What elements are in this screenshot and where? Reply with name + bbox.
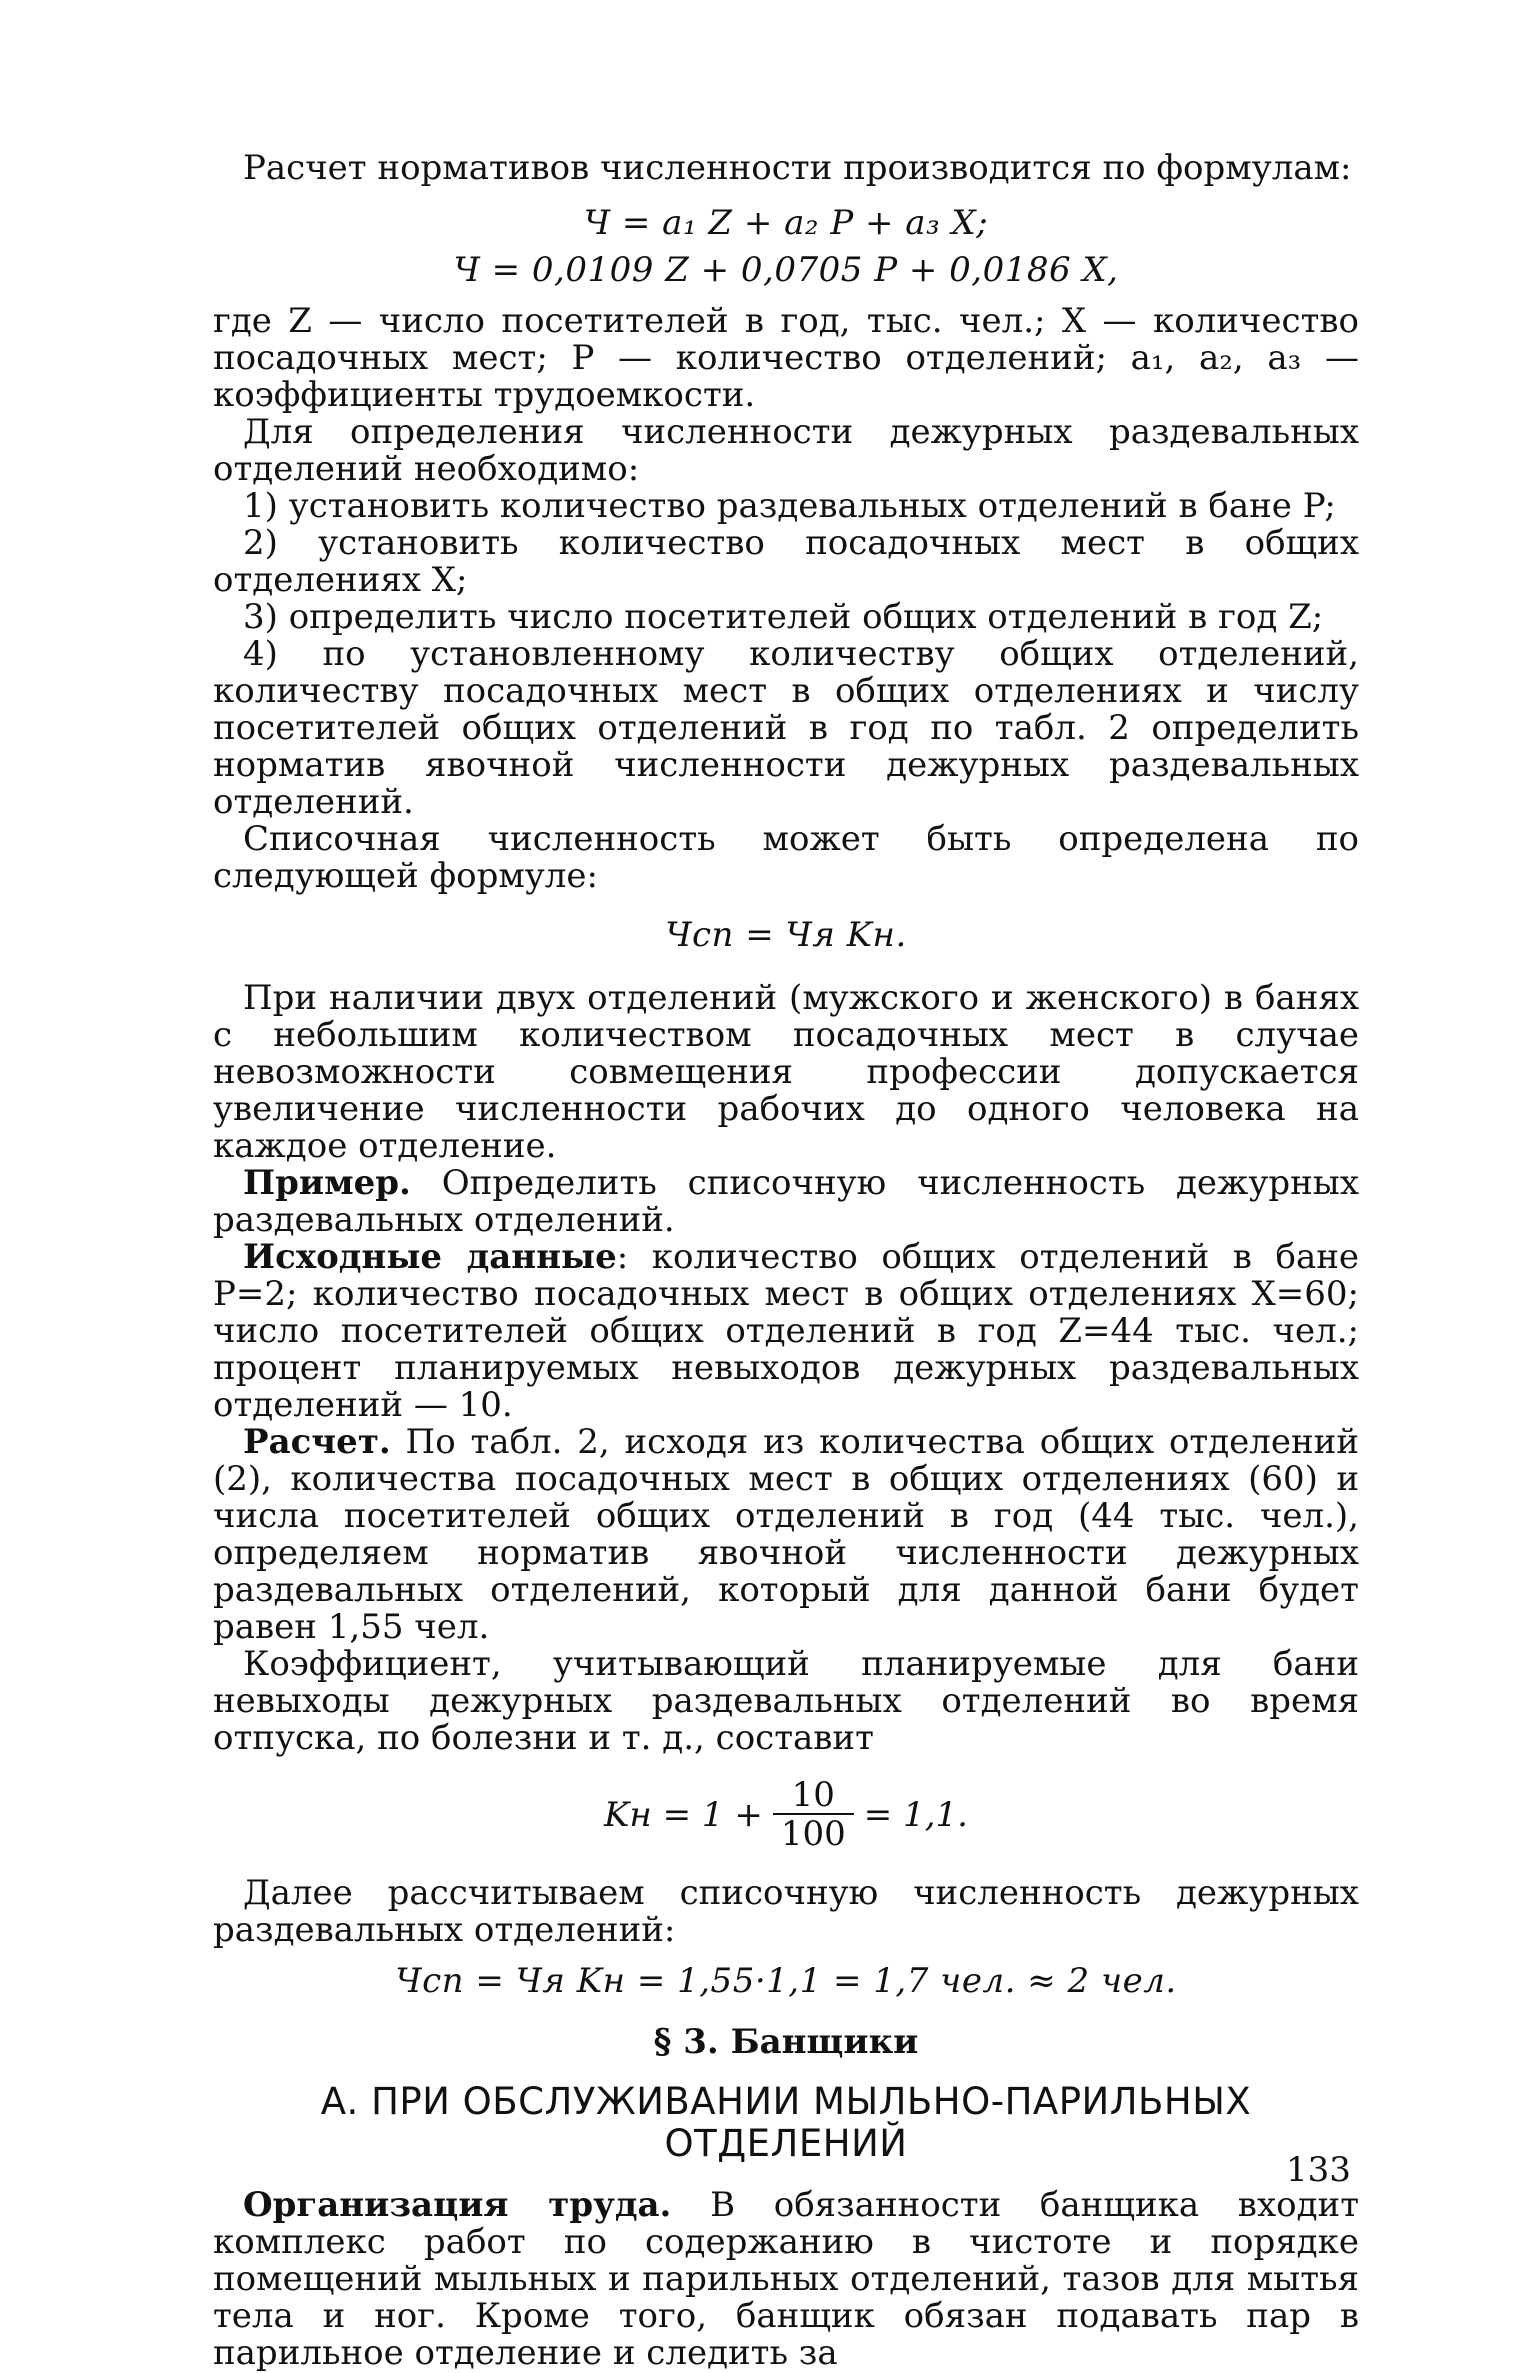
section-title: § 3. Банщики — [653, 2022, 919, 2062]
where-paragraph: где Z — число посетителей в год, тыс. чел.; X — количество посадочных мест; P — количество отделений; a₁, a₂, a₃ — коэффициенты трудоемкости. — [213, 301, 1359, 415]
calc-label: Расчет. — [243, 1422, 391, 1462]
organization-paragraph — [213, 2187, 1359, 2372]
two-departments-paragraph: При наличии двух отделений (мужского и женского) в банях с небольшим количеством посадочных мест в случае невозможности совмещения профессии допускается увеличение численности рабочих до одного человека на каждое отделение. — [213, 978, 1359, 1166]
organization-label: Организация труда. — [243, 2185, 672, 2225]
calc-paragraph — [213, 1424, 1359, 1646]
formula-general: Ч = a₁ Z + a₂ P + a₃ X; — [583, 203, 989, 243]
need-paragraph: Для определения численности дежурных раздевальных отделений необходимо: — [213, 412, 1359, 489]
calc-text: По табл. 2, исходя из количества общих отделений (2), количества посадочных мест в общих отделениях (60) и числа посетителей общих отделений в год (44 тыс. чел.), определяем норматив явочной численности дежурных раздевальных отделений, который для данной бани будет равен 1,55 чел. — [213, 1422, 1359, 1647]
subsection-heading: А. ПРИ ОБСЛУЖИВАНИИ МЫЛЬНО-ПАРИЛЬНЫХ ОТДЕЛЕНИЙ — [320, 2080, 1252, 2165]
step-4: 4) по установленному количеству общих отделений, количеству посадочных мест в общих отделениях и числу посетителей общих отделений в год по табл. 2 определить норматив явочной численности дежурных раздевальных отделений. — [213, 634, 1359, 822]
step-3: 3) определить число посетителей общих отделений в год Z; — [243, 597, 1324, 637]
step-1: 1) установить количество раздевальных отделений в бане P; — [243, 486, 1336, 526]
kn-left: Kн = 1 + — [604, 1794, 763, 1835]
kn-numerator: 10 — [791, 1775, 835, 1815]
input-text: : количество общих отделений в бане P=2; количество посадочных мест в общих отделениях X=60; число посетителей общих отделений в год Z=44 тыс. чел.; процент планируемых невыходов дежурных раздевальных отделений — 10. — [213, 1237, 1359, 1425]
kn-right: = 1,1. — [863, 1794, 968, 1835]
intro-paragraph: Расчет нормативов численности производится по формулам: — [243, 148, 1352, 188]
formula-list-count: Чсп = Чя Kн. — [665, 915, 907, 955]
list-formula-paragraph: Списочная численность может быть определена по следующей формуле: — [213, 819, 1359, 896]
example-label: Пример. — [243, 1163, 411, 1203]
page-number: 133 — [1286, 2150, 1351, 2190]
further-paragraph: Далее рассчитываем списочную численность дежурных раздевальных отделений: — [213, 1873, 1359, 1950]
kn-denominator: 100 — [773, 1813, 854, 1853]
organization-text: В обязанности банщика входит комплекс работ по содержанию в чистоте и порядке помещений мыльных и парильных отделений, тазов для мытья тела и ног. Кроме того, банщик обязан подавать пар в парильное отделение и следить за — [213, 2185, 1359, 2373]
example-text: Определить списочную численность дежурных раздевальных отделений. — [213, 1163, 1359, 1240]
text-column — [213, 150, 1359, 2372]
input-data-paragraph — [213, 1239, 1359, 1424]
coefficient-paragraph: Коэффициент, учитывающий планируемые для бани невыходы дежурных раздевальных отделений во время отпуска, по болезни и т. д., составит — [213, 1644, 1359, 1758]
example-paragraph — [213, 1165, 1359, 1239]
formula-numeric: Ч = 0,0109 Z + 0,0705 P + 0,0186 X, — [453, 250, 1119, 290]
step-2: 2) установить количество посадочных мест в общих отделениях X; — [213, 523, 1359, 600]
formula-result: Чсп = Чя Kн = 1,55·1,1 = 1,7 чел. ≈ 2 чел. — [395, 1961, 1177, 2001]
input-label: Исходные данные — [243, 1237, 617, 1277]
kn-fraction — [773, 1777, 854, 1853]
formula-kn — [213, 1777, 1359, 1853]
